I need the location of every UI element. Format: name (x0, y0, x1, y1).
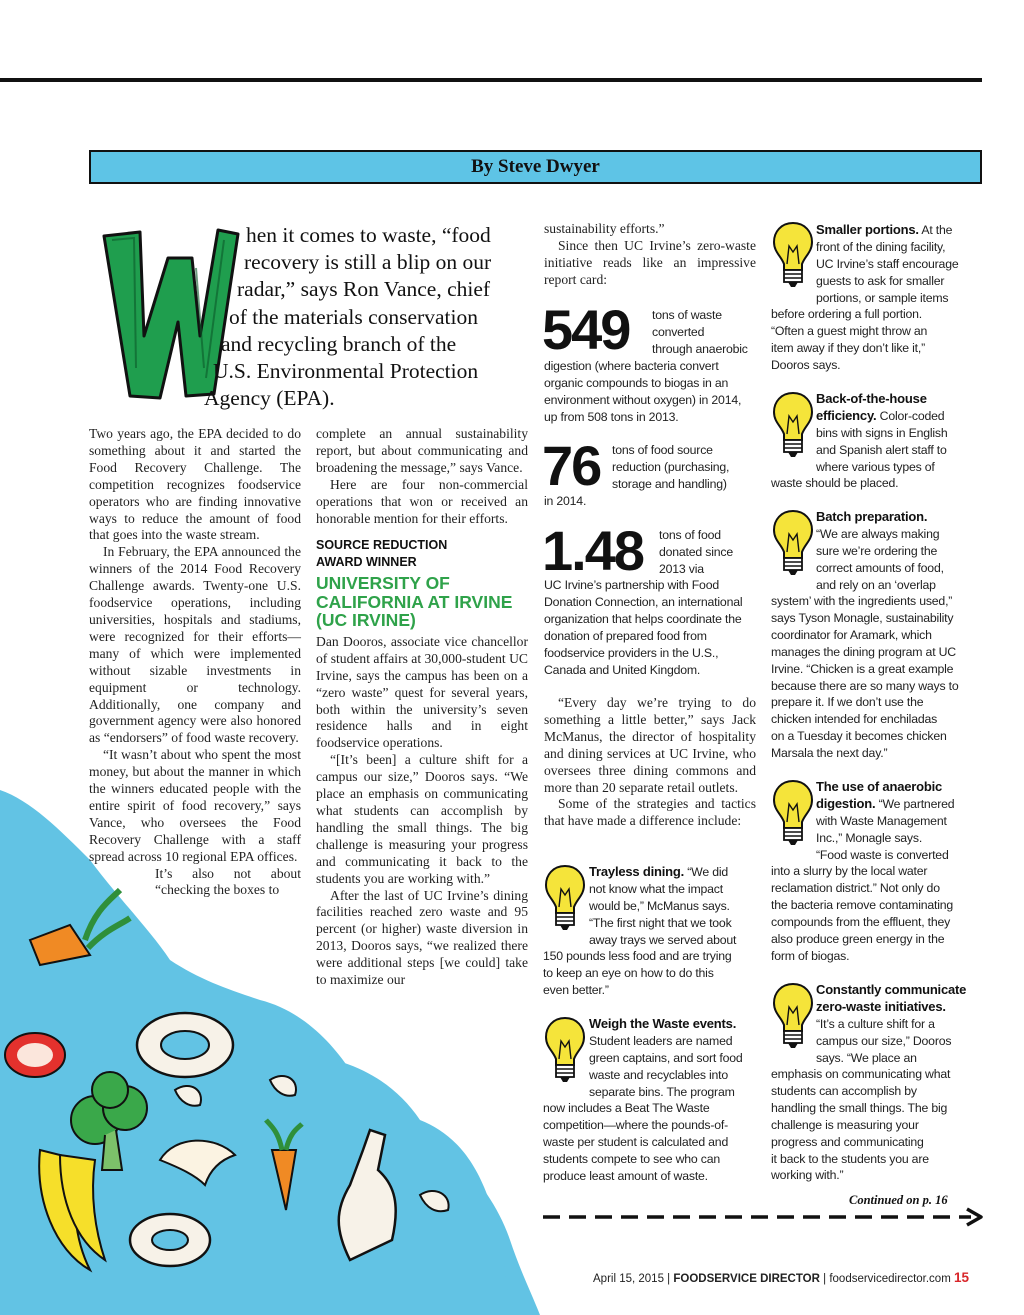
tip-line: “The first night that we took (589, 915, 732, 930)
tip-communicate (816, 982, 991, 1067)
tip-line: 150 pounds less food and are trying (543, 949, 732, 963)
tip-smaller-portions-rest (771, 306, 991, 374)
tip-line: Color-coded (876, 408, 945, 423)
paragraph: In February, the EPA announced the winners of the 2014 Food Recovery Challenge awards. Twenty-one U.S. foodservice operations, including universities, hospitals and stadiums, were recognized for their efforts—many of which were implemented without sizable investments in equipment or technology. Additionally, one company and government agency were also honored as “endorsers” of food waste recovery. (89, 544, 301, 746)
byline: By Steve Dwyer (471, 156, 600, 177)
tip-weigh-waste-rest (543, 1100, 763, 1185)
tip-batch-prep-rest (771, 593, 991, 762)
paragraph: complete an annual sustainability report, but about communicating and broadening the message,” says Vance. (316, 426, 528, 475)
tip-title: Weigh the Waste events. (589, 1016, 737, 1031)
tip-title: zero-waste initiatives. (816, 998, 946, 1014)
lede (204, 222, 520, 412)
tip-line: into a slurry by the local water (771, 864, 928, 878)
article-column-3 (544, 221, 756, 289)
stat-line: tons of waste (652, 308, 722, 322)
tip-line: Dooros says. (771, 357, 841, 372)
tip-line: campus our size,” Dooros (816, 1033, 952, 1048)
footer-site[interactable]: foodservicedirector.com (829, 1273, 951, 1285)
tip-line: and rely on an ‘overlap (816, 577, 936, 592)
tip-line: “We did (684, 865, 729, 879)
tip-line: to keep an eye on how to do this (543, 965, 714, 980)
tip-back-of-house-rest (771, 475, 991, 492)
tip-line: where various types of (816, 459, 935, 474)
byline-bar (89, 150, 982, 184)
tip-line: “We partnered (875, 796, 955, 811)
tip-line: working with.” (771, 1168, 844, 1183)
tip-title: Batch preparation. (816, 509, 928, 524)
tip-line: waste should be placed. (771, 476, 899, 490)
tip-line: waste per student is calculated and (543, 1134, 729, 1149)
paragraph: “[It’s been] a culture shift for a campus our size,” Dooros says. “We place an emphasis on communicating what students can accomplish by handling the small things. The big challenge is measuring your progress and communicating it back to the students you are working with.” (316, 752, 528, 886)
tomato-slice-icon (5, 1033, 65, 1077)
tip-line: because there are so many ways to (771, 678, 959, 693)
onion-ring-icon (137, 1013, 233, 1077)
paragraph: It’s also not about “checking the boxes to (155, 865, 301, 898)
tip-title: Smaller portions. (816, 222, 919, 237)
lede-line: U.S. Environmental Protection (213, 359, 479, 384)
stat-side-text (659, 527, 759, 578)
stat-number: 1.48 (542, 519, 643, 582)
tip-line: guests to ask for smaller (816, 273, 945, 288)
tip-line: even better.” (543, 982, 609, 997)
tip-smaller-portions (816, 222, 986, 307)
tip-weigh-waste (589, 1016, 759, 1101)
stat-number: 76 (542, 434, 601, 497)
tip-line: “Food waste is converted (816, 847, 949, 862)
stat-rest-text: digestion (where bacteria convert organic compounds to biogas in an environment without oxygen) in 2014, up from 508 tons in 2013. (544, 359, 742, 424)
tip-line: waste and recyclables into (589, 1067, 729, 1082)
page-footer (593, 1270, 969, 1285)
tip-line: and Spanish alert staff to (816, 442, 947, 457)
tip-trayless (589, 864, 759, 949)
tip-line: produce least amount of waste. (543, 1168, 708, 1183)
tip-line: emphasis on communicating what (771, 1067, 951, 1081)
lightbulb-icon (771, 390, 815, 460)
tip-line: competition—where the pounds-of- (543, 1117, 728, 1132)
article-column-1 (89, 426, 301, 899)
lightbulb-icon (771, 508, 815, 578)
stat-line: through anaerobic (652, 341, 748, 356)
footer-date: April 15, 2015 (593, 1273, 664, 1285)
paragraph: “It wasn’t about who spent the most money, but about the manner in which the winners educated people with the entire spirit of food recovery,” says Vance, who oversees the Food Recovery Challenge with a staff spread across 10 regional EPA offices. (89, 747, 301, 864)
tip-line: Student leaders are named (589, 1033, 733, 1048)
dashed-arrow-icon (543, 1207, 985, 1227)
tip-back-of-house (816, 391, 986, 476)
tip-line: bins with signs in English (816, 425, 948, 440)
tip-line: Inc.,” Monagle says. (816, 830, 923, 845)
school-heading-line: CALIFORNIA AT IRVINE (316, 591, 513, 612)
top-rule (0, 78, 982, 82)
tip-line: Irvine. “Chicken is a great example (771, 661, 954, 676)
school-heading-line: UNIVERSITY OF (316, 573, 450, 594)
tip-line: At the (918, 223, 953, 237)
tip-title: Constantly communicate (816, 982, 967, 997)
footer-separator: | (823, 1273, 827, 1285)
tip-line: form of biogas. (771, 948, 850, 963)
lede-line: and recycling branch of the (221, 331, 457, 356)
stat-line: 2013 via (659, 561, 704, 576)
tip-line: “It’s a culture shift for a (816, 1016, 935, 1031)
lightbulb-icon (543, 863, 587, 933)
school-heading-line: (UC IRVINE) (316, 610, 416, 631)
paragraph: Dan Dooros, associate vice chancellor of student affairs at 30,000-student UC Irvine, says the campus has been on a “zero waste” quest for several years, both within the university’s seven residence halls and in eight foodservice operations. (316, 633, 528, 751)
tip-line: Marsala the next day.” (771, 746, 888, 761)
stat-rest-text: in 2014. (544, 494, 587, 508)
tip-line: “We are always making (816, 526, 940, 541)
tip-line: item away if they don’t like it,” (771, 340, 926, 355)
lightbulb-icon (771, 981, 815, 1051)
lightbulb-icon (771, 778, 815, 848)
stat-side-text (612, 442, 762, 493)
article-column-2 (316, 426, 528, 989)
tip-anaerobic (816, 779, 986, 864)
tip-line: students can accomplish by (771, 1083, 917, 1098)
stat-rest-text: UC Irvine’s partnership with Food Donation Connection, an international organization that helps coordinate the donation of prepared food from foodservice providers in the U.S., Canada and United Kingdom. (544, 578, 743, 677)
tip-batch-prep (816, 509, 986, 594)
lede-line: radar,” says Ron Vance, chief (237, 277, 491, 302)
tip-line: green captains, and sort food (589, 1050, 743, 1065)
tip-line: progress and communicating (771, 1134, 924, 1149)
school-heading (316, 574, 528, 630)
tip-trayless-rest (543, 948, 763, 999)
tip-line: not know what the impact (589, 881, 723, 896)
continued-note[interactable]: Continued on p. 16 (849, 1193, 948, 1207)
tip-line: says Tyson Monagle, sustainability (771, 610, 954, 625)
tip-line: with Waste Management (816, 813, 947, 828)
article-column-3-continued (544, 695, 756, 830)
paragraph: After the last of UC Irvine’s dining facilities reached zero waste and 95 percent (or higher) waste diversion in 2013, Dooros says, “we realized there were additional steps [we could] take to maximize our (316, 887, 528, 988)
lede-line: Agency (EPA). (204, 386, 335, 411)
tip-line: on a Tuesday it becomes chicken (771, 729, 947, 744)
tip-line: handling the small things. The big (771, 1100, 948, 1115)
award-label-line: SOURCE REDUCTION (316, 538, 448, 553)
tip-line: coordinator for Aramark, which (771, 627, 932, 642)
stat-line: tons of food (659, 528, 721, 542)
tip-line: front of the dining facility, (816, 239, 946, 254)
tip-line: also produce green energy in the (771, 931, 945, 946)
tip-line: now includes a Beat The Waste (543, 1101, 710, 1115)
tip-title: digestion. (816, 795, 876, 811)
tip-line: chicken intended for enchiladas (771, 712, 938, 727)
tip-line: correct amounts of food, (816, 560, 944, 575)
tip-line: before ordering a full portion. (771, 307, 923, 321)
tip-line: system’ with the ingredients used,” (771, 594, 953, 608)
tip-line: would be,” McManus says. (589, 898, 730, 913)
tip-title: Back-of-the-house (816, 391, 927, 406)
tip-title: The use of anaerobic (816, 779, 943, 794)
tip-line: away trays we served about (589, 932, 737, 947)
tip-line: “Often a guest might throw an (771, 323, 928, 338)
lede-line: recovery is still a blip on our (244, 250, 492, 275)
tip-title: Trayless dining. (589, 864, 685, 879)
tip-line: it back to the students you are (771, 1151, 929, 1166)
page-number: 15 (953, 1270, 970, 1285)
tip-line: students compete to see who can (543, 1151, 720, 1166)
paragraph: Since then UC Irvine’s zero-waste initiative reads like an impressive report card: (544, 237, 756, 287)
tip-line: reclamation district.” Not only do (771, 880, 940, 895)
award-label (316, 537, 528, 570)
tip-line: portions, or sample items (816, 290, 949, 305)
paragraph: Two years ago, the EPA decided to do something about it and started the Food Recovery Challenge. The competition recognizes foodservice operators who are finding innovative ways to reduce the amount of food that goes into the waste stream. (89, 426, 301, 543)
tip-line: prepare it. If we don’t use the (771, 695, 924, 710)
stat-side-text (652, 307, 762, 358)
lightbulb-icon (771, 220, 815, 290)
onion-ring-icon (130, 1214, 210, 1266)
award-label-line: AWARD WINNER (316, 554, 417, 569)
paragraph: Some of the strategies and tactics that have made a difference include: (544, 796, 756, 829)
tip-line: manages the dining program at UC (771, 644, 956, 659)
stat-line: converted (652, 324, 705, 339)
stat-line: storage and handling) (612, 476, 727, 491)
footer-separator: | (667, 1273, 671, 1285)
tip-line: UC Irvine’s staff encourage (816, 256, 959, 271)
tip-line: sure we’re ordering the (816, 543, 938, 558)
tip-communicate-rest (771, 1066, 991, 1184)
tip-line: separate bins. The program (589, 1084, 735, 1099)
stat-line: reduction (purchasing, (612, 459, 730, 474)
paragraph: Here are four non-commercial operations that won or received an honorable mention for their efforts. (316, 476, 528, 526)
tip-title: efficiency. (816, 407, 877, 423)
paragraph: sustainability efforts.” (544, 221, 665, 236)
stat-line: donated since (659, 544, 733, 559)
lede-line: hen it comes to waste, “food (246, 223, 491, 247)
paragraph: “Every day we’re trying to do something a little better,” says Jack McManus, the director of hospitality and dining services at UC Irvine, who oversees three dining commons and more than 20 separate retail outlets. (544, 695, 756, 795)
footer-brand: FOODSERVICE DIRECTOR (673, 1273, 820, 1285)
tip-line: says. “We place an (816, 1050, 917, 1065)
lede-line: of the materials conservation (229, 304, 478, 329)
tip-line: compounds from the effluent, they (771, 914, 951, 929)
tip-line: challenge is measuring your (771, 1117, 919, 1132)
lightbulb-icon (543, 1015, 587, 1085)
tip-line: the bacteria remove contaminating (771, 897, 954, 912)
stat-number: 549 (542, 298, 630, 361)
tip-anaerobic-rest (771, 863, 991, 964)
stat-line: tons of food source (612, 443, 713, 457)
